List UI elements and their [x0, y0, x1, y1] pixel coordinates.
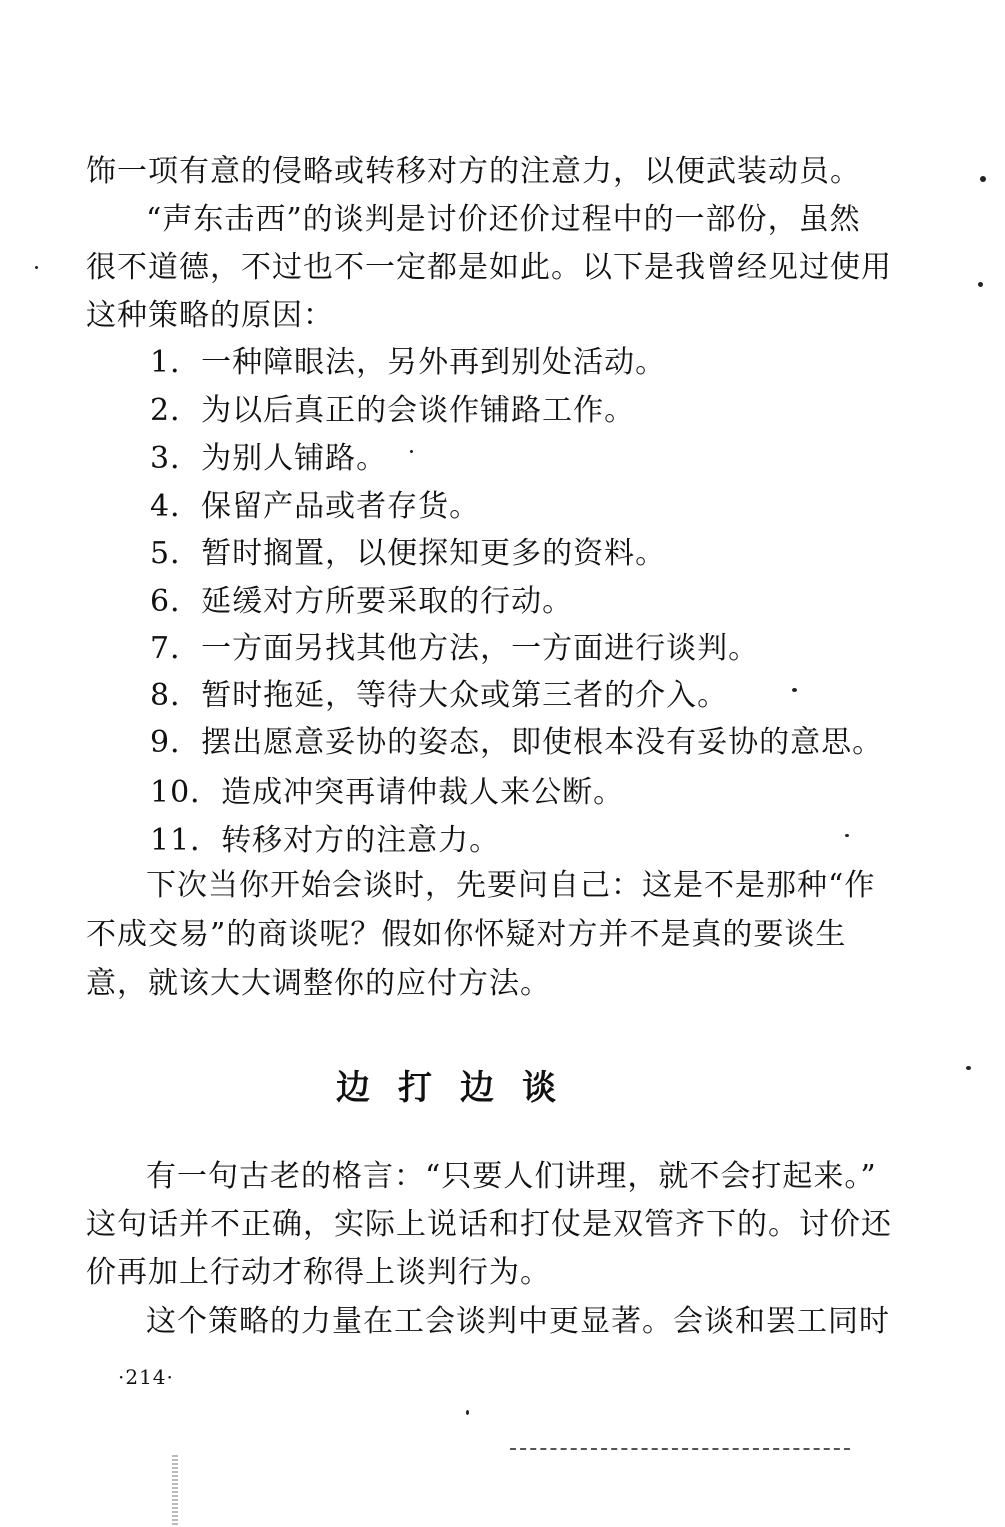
list-item-8: 8．暂时拖延，等待大众或第三者的介入。: [150, 678, 729, 713]
scan-speck: [35, 266, 38, 269]
scan-speck: [410, 450, 413, 453]
list-item-11: 11．转移对方的注意力。: [150, 823, 501, 858]
paragraph-4-line-2: 这句话并不正确，实际上说话和打仗是双管齐下的。讨价还: [86, 1207, 892, 1242]
paragraph-4-line-3: 价再加上行动才称得上谈判行为。: [86, 1255, 551, 1290]
paragraph-2-line-1: “声东击西”的谈判是讨价还价过程中的一部份，虽然: [146, 202, 861, 237]
list-item-1: 1．一种障眼法，另外再到别处活动。: [150, 345, 667, 380]
paragraph-3-line-3: 意，就该大大调整你的应付方法。: [86, 966, 551, 1001]
paragraph-2-line-3: 这种策略的原因：: [86, 298, 334, 333]
page-number: ·214·: [118, 1365, 174, 1389]
list-item-4: 4．保留产品或者存货。: [150, 489, 481, 524]
paragraph-3-line-1: 下次当你开始会谈时，先要问自己：这是不是那种“作: [146, 868, 876, 903]
scan-edge-strip: [172, 1455, 178, 1527]
list-item-9: 9．摆出愿意妥协的姿态，即使根本没有妥协的意思。: [150, 725, 884, 760]
scan-speck: [792, 688, 797, 692]
scan-speck: [966, 1066, 971, 1070]
scan-speck: [980, 176, 986, 182]
paragraph-2-line-2: 很不道德，不过也不一定都是如此。以下是我曾经见过使用: [86, 250, 892, 285]
list-item-2: 2．为以后真正的会谈作铺路工作。: [150, 393, 636, 428]
scan-speck: [845, 834, 849, 837]
paragraph-3-line-2: 不成交易”的商谈呢？假如你怀疑对方并不是真的要谈生: [86, 917, 847, 952]
scan-speck: [978, 282, 983, 287]
scan-speck: [466, 1410, 469, 1415]
section-heading: 边打边谈: [336, 1068, 584, 1108]
paragraph-1-line-1: 饰一项有意的侵略或转移对方的注意力，以便武装动员。: [86, 154, 861, 189]
list-item-6: 6．延缓对方所要采取的行动。: [150, 584, 574, 619]
scan-bottom-rule: [510, 1448, 850, 1450]
list-item-5: 5．暂时搁置，以便探知更多的资料。: [150, 536, 667, 571]
list-item-3: 3．为别人铺路。: [150, 441, 388, 476]
paragraph-5-line-1: 这个策略的力量在工会谈判中更显著。会谈和罢工同时: [146, 1304, 890, 1339]
list-item-10: 10．造成冲突再请仲裁人来公断。: [150, 775, 625, 810]
list-item-7: 7．一方面另找其他方法，一方面进行谈判。: [150, 631, 760, 666]
paragraph-4-line-1: 有一句古老的格言：“只要人们讲理，就不会打起来。”: [146, 1159, 877, 1194]
